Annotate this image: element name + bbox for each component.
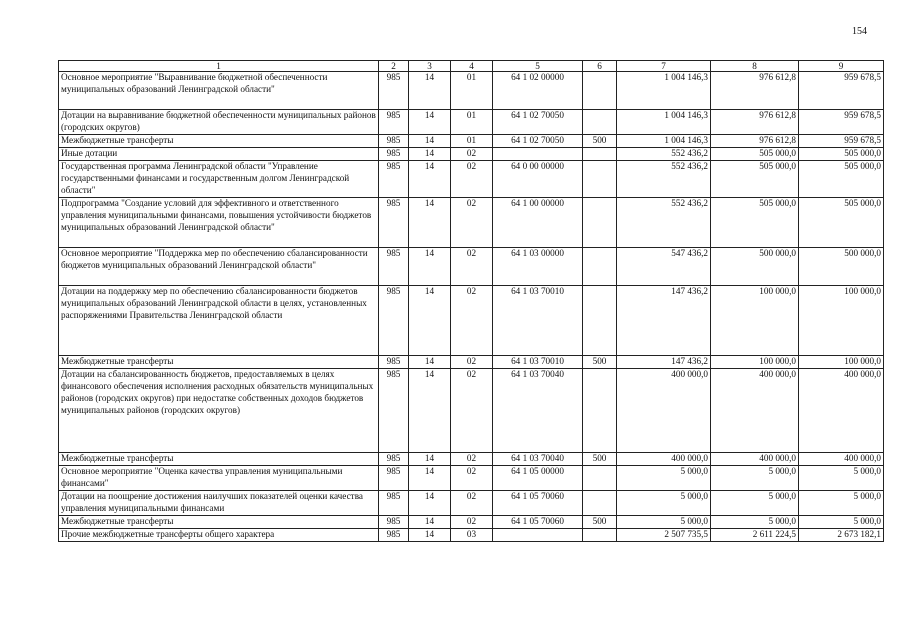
column-header: 4 <box>451 61 493 72</box>
expense-type-cell <box>583 160 617 197</box>
section-cell: 14 <box>409 72 451 110</box>
amount-col7-cell: 2 507 735,5 <box>617 528 711 541</box>
column-header: 5 <box>493 61 583 72</box>
subsection-cell: 02 <box>451 368 493 452</box>
amount-col8-cell: 976 612,8 <box>711 110 799 135</box>
subsection-cell: 02 <box>451 515 493 528</box>
section-cell: 14 <box>409 197 451 247</box>
target-article-cell: 64 1 05 00000 <box>493 465 583 490</box>
amount-col8-cell: 400 000,0 <box>711 368 799 452</box>
amount-col7-cell: 1 004 146,3 <box>617 110 711 135</box>
table-row <box>59 355 884 368</box>
amount-col8-cell: 5 000,0 <box>711 465 799 490</box>
target-article-cell: 64 1 00 00000 <box>493 197 583 247</box>
section-cell: 14 <box>409 368 451 452</box>
amount-col8-cell: 505 000,0 <box>711 147 799 160</box>
section-cell: 14 <box>409 135 451 148</box>
amount-col8-cell: 505 000,0 <box>711 160 799 197</box>
expense-type-cell <box>583 285 617 355</box>
admin-code-cell: 985 <box>379 197 409 247</box>
amount-col9-cell: 2 673 182,1 <box>799 528 884 541</box>
amount-col8-cell: 5 000,0 <box>711 490 799 515</box>
section-cell: 14 <box>409 490 451 515</box>
expense-type-cell <box>583 247 617 285</box>
section-cell: 14 <box>409 452 451 465</box>
row-name-cell: Межбюджетные трансферты <box>59 452 379 465</box>
expense-type-cell: 500 <box>583 355 617 368</box>
expense-type-cell <box>583 528 617 541</box>
amount-col9-cell: 5 000,0 <box>799 465 884 490</box>
section-cell: 14 <box>409 528 451 541</box>
amount-col7-cell: 147 436,2 <box>617 355 711 368</box>
amount-col7-cell: 547 436,2 <box>617 247 711 285</box>
admin-code-cell: 985 <box>379 452 409 465</box>
expense-type-cell <box>583 465 617 490</box>
amount-col7-cell: 5 000,0 <box>617 465 711 490</box>
expense-type-cell <box>583 72 617 110</box>
amount-col9-cell: 5 000,0 <box>799 515 884 528</box>
column-header: 6 <box>583 61 617 72</box>
admin-code-cell: 985 <box>379 490 409 515</box>
row-name-cell: Прочие межбюджетные трансферты общего характера <box>59 528 379 541</box>
subsection-cell: 02 <box>451 490 493 515</box>
amount-col9-cell: 505 000,0 <box>799 160 884 197</box>
amount-col9-cell: 400 000,0 <box>799 452 884 465</box>
section-cell: 14 <box>409 355 451 368</box>
table-row <box>59 147 884 160</box>
section-cell: 14 <box>409 515 451 528</box>
target-article-cell <box>493 147 583 160</box>
table-row <box>59 72 884 110</box>
amount-col8-cell: 500 000,0 <box>711 247 799 285</box>
admin-code-cell: 985 <box>379 147 409 160</box>
amount-col7-cell: 552 436,2 <box>617 197 711 247</box>
amount-col9-cell: 959 678,5 <box>799 110 884 135</box>
subsection-cell: 02 <box>451 147 493 160</box>
subsection-cell: 02 <box>451 452 493 465</box>
header-row <box>59 61 884 72</box>
amount-col7-cell: 552 436,2 <box>617 160 711 197</box>
expense-type-cell <box>583 197 617 247</box>
admin-code-cell: 985 <box>379 368 409 452</box>
target-article-cell: 64 1 03 00000 <box>493 247 583 285</box>
section-cell: 14 <box>409 147 451 160</box>
row-name-cell: Межбюджетные трансферты <box>59 515 379 528</box>
amount-col9-cell: 100 000,0 <box>799 355 884 368</box>
table-row <box>59 465 884 490</box>
amount-col8-cell: 100 000,0 <box>711 285 799 355</box>
amount-col9-cell: 400 000,0 <box>799 368 884 452</box>
amount-col9-cell: 505 000,0 <box>799 197 884 247</box>
target-article-cell <box>493 528 583 541</box>
table-row <box>59 368 884 452</box>
expense-type-cell: 500 <box>583 135 617 148</box>
section-cell: 14 <box>409 465 451 490</box>
target-article-cell: 64 1 03 70010 <box>493 285 583 355</box>
expense-type-cell <box>583 368 617 452</box>
page-number: 154 <box>852 26 867 37</box>
row-name-cell: Дотации на поддержку мер по обеспечению сбалансированности бюджетов муниципальных образований Ленинградской области в целях, установленных распоряжениями Правительства Ленинградской области <box>59 285 379 355</box>
admin-code-cell: 985 <box>379 72 409 110</box>
admin-code-cell: 985 <box>379 110 409 135</box>
target-article-cell: 64 1 02 70050 <box>493 135 583 148</box>
admin-code-cell: 985 <box>379 285 409 355</box>
column-header: 8 <box>711 61 799 72</box>
subsection-cell: 02 <box>451 197 493 247</box>
section-cell: 14 <box>409 247 451 285</box>
row-name-cell: Государственная программа Ленинградской области "Управление государственными финансами и государственным долгом Ленинградской области" <box>59 160 379 197</box>
amount-col9-cell: 5 000,0 <box>799 490 884 515</box>
column-header: 2 <box>379 61 409 72</box>
amount-col7-cell: 552 436,2 <box>617 147 711 160</box>
expense-type-cell <box>583 147 617 160</box>
table-row <box>59 452 884 465</box>
row-name-cell: Подпрограмма "Создание условий для эффективного и ответственного управления муниципальными финансами, повышения устойчивости бюджетов муниципальных образований Ленинградской области" <box>59 197 379 247</box>
expense-type-cell: 500 <box>583 515 617 528</box>
row-name-cell: Дотации на сбалансированность бюджетов, предоставляемых в целях финансового обеспечения исполнения расходных обязательств муниципальных районов (городских округов) при недостатке собственных доходов бюджетов муниципальных районов (городских округов) <box>59 368 379 452</box>
expense-type-cell: 500 <box>583 452 617 465</box>
section-cell: 14 <box>409 160 451 197</box>
amount-col7-cell: 147 436,2 <box>617 285 711 355</box>
admin-code-cell: 985 <box>379 247 409 285</box>
subsection-cell: 01 <box>451 110 493 135</box>
amount-col8-cell: 976 612,8 <box>711 72 799 110</box>
row-name-cell: Межбюджетные трансферты <box>59 135 379 148</box>
expense-type-cell <box>583 110 617 135</box>
table-row <box>59 515 884 528</box>
amount-col8-cell: 505 000,0 <box>711 197 799 247</box>
target-article-cell: 64 1 02 70050 <box>493 110 583 135</box>
amount-col9-cell: 959 678,5 <box>799 72 884 110</box>
subsection-cell: 01 <box>451 135 493 148</box>
amount-col7-cell: 1 004 146,3 <box>617 72 711 110</box>
table-row <box>59 490 884 515</box>
column-header: 9 <box>799 61 884 72</box>
section-cell: 14 <box>409 110 451 135</box>
amount-col8-cell: 400 000,0 <box>711 452 799 465</box>
row-name-cell: Дотации на поощрение достижения наилучших показателей оценки качества управления муниципальными финансами <box>59 490 379 515</box>
amount-col8-cell: 100 000,0 <box>711 355 799 368</box>
admin-code-cell: 985 <box>379 515 409 528</box>
row-name-cell: Дотации на выравнивание бюджетной обеспеченности муниципальных районов (городских округов) <box>59 110 379 135</box>
section-cell: 14 <box>409 285 451 355</box>
row-name-cell: Межбюджетные трансферты <box>59 355 379 368</box>
budget-table <box>58 60 884 542</box>
admin-code-cell: 985 <box>379 355 409 368</box>
target-article-cell: 64 1 05 70060 <box>493 515 583 528</box>
amount-col7-cell: 1 004 146,3 <box>617 135 711 148</box>
table-row <box>59 197 884 247</box>
column-header: 3 <box>409 61 451 72</box>
table-row <box>59 110 884 135</box>
subsection-cell: 02 <box>451 285 493 355</box>
subsection-cell: 02 <box>451 247 493 285</box>
row-name-cell: Основное мероприятие "Оценка качества управления муниципальными финансами" <box>59 465 379 490</box>
admin-code-cell: 985 <box>379 528 409 541</box>
subsection-cell: 01 <box>451 72 493 110</box>
amount-col8-cell: 976 612,8 <box>711 135 799 148</box>
subsection-cell: 02 <box>451 355 493 368</box>
subsection-cell: 02 <box>451 465 493 490</box>
table-row <box>59 285 884 355</box>
amount-col9-cell: 959 678,5 <box>799 135 884 148</box>
row-name-cell: Основное мероприятие "Поддержка мер по обеспечению сбалансированности бюджетов муниципальных образований Ленинградской области" <box>59 247 379 285</box>
target-article-cell: 64 1 03 70040 <box>493 452 583 465</box>
table-row <box>59 160 884 197</box>
amount-col9-cell: 100 000,0 <box>799 285 884 355</box>
row-name-cell: Иные дотации <box>59 147 379 160</box>
subsection-cell: 02 <box>451 160 493 197</box>
target-article-cell: 64 1 05 70060 <box>493 490 583 515</box>
target-article-cell: 64 1 03 70010 <box>493 355 583 368</box>
amount-col8-cell: 5 000,0 <box>711 515 799 528</box>
amount-col7-cell: 400 000,0 <box>617 452 711 465</box>
column-header: 1 <box>59 61 379 72</box>
table-row <box>59 247 884 285</box>
amount-col7-cell: 400 000,0 <box>617 368 711 452</box>
admin-code-cell: 985 <box>379 160 409 197</box>
amount-col9-cell: 505 000,0 <box>799 147 884 160</box>
target-article-cell: 64 1 03 70040 <box>493 368 583 452</box>
amount-col7-cell: 5 000,0 <box>617 490 711 515</box>
amount-col9-cell: 500 000,0 <box>799 247 884 285</box>
admin-code-cell: 985 <box>379 465 409 490</box>
subsection-cell: 03 <box>451 528 493 541</box>
admin-code-cell: 985 <box>379 135 409 148</box>
column-header: 7 <box>617 61 711 72</box>
row-name-cell: Основное мероприятие "Выравнивание бюджетной обеспеченности муниципальных образований Ленинградской области" <box>59 72 379 110</box>
target-article-cell: 64 1 02 00000 <box>493 72 583 110</box>
table-row <box>59 528 884 541</box>
amount-col7-cell: 5 000,0 <box>617 515 711 528</box>
table-row <box>59 135 884 148</box>
target-article-cell: 64 0 00 00000 <box>493 160 583 197</box>
expense-type-cell <box>583 490 617 515</box>
amount-col8-cell: 2 611 224,5 <box>711 528 799 541</box>
